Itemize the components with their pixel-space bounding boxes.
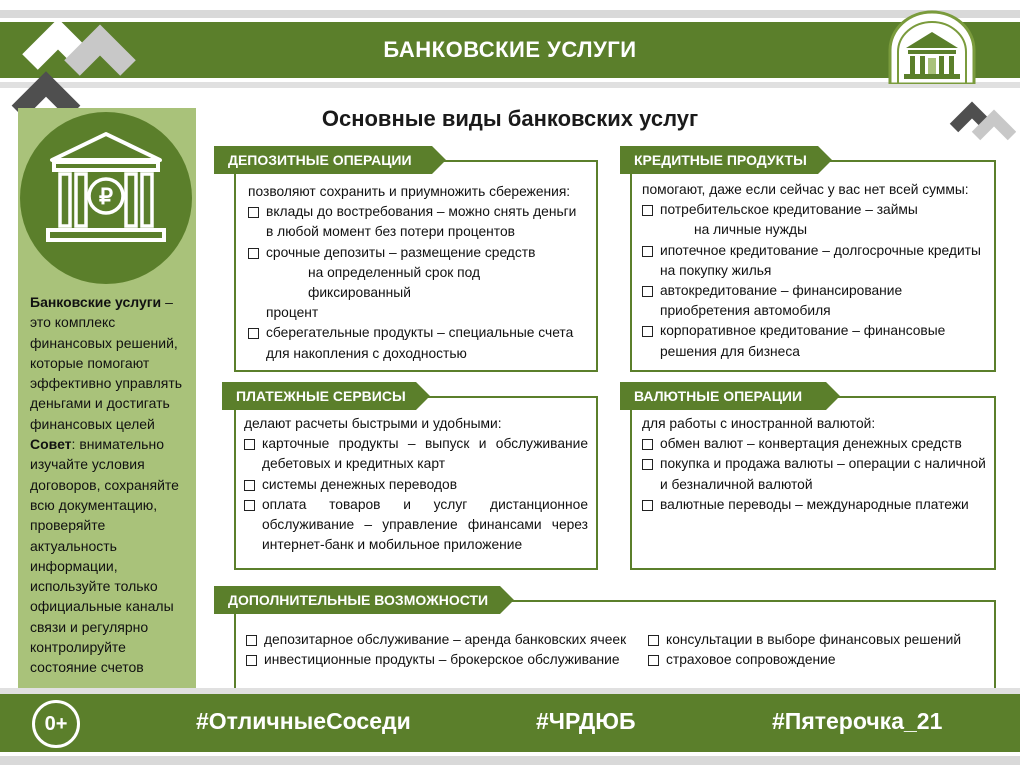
list-item: оплата товаров и услуг дистанционное обслуживание – управление финансами через интернет-банк и мобильное приложение <box>244 495 588 556</box>
sidebar-definition: – это комплекс финансовых решений, которые помогают эффективно управлять деньгами и достигать финансовых целей <box>30 294 183 432</box>
deposit-tag <box>214 146 432 174</box>
payment-title: ПЛАТЕЖНЫЕ СЕРВИСЫ <box>222 382 416 410</box>
checkbox-icon <box>642 205 653 216</box>
list-item: инвестиционные продукты – брокерское обслуживание <box>246 650 646 670</box>
currency-content <box>642 414 988 515</box>
footer-decor-bar <box>0 756 1020 765</box>
list-item: обмен валют – конвертация денежных средств <box>642 434 988 454</box>
list-item: страховое сопровождение <box>648 650 988 670</box>
checkbox-icon <box>648 655 659 666</box>
sidebar-text <box>30 292 192 678</box>
list-item: срочные депозиты – размещение средств <box>248 243 586 263</box>
list-item: покупка и продажа валюты – операции с наличной и безналичной валютой <box>642 454 988 494</box>
list-item-cont: процент <box>266 305 319 321</box>
currency-tag <box>620 382 826 410</box>
currency-title: ВАЛЮТНЫЕ ОПЕРАЦИИ <box>620 382 826 410</box>
checkbox-icon <box>248 207 259 218</box>
hashtag-neighbors: #ОтличныеСоседи <box>196 708 411 734</box>
list-item: карточные продукты – выпуск и обслуживание дебетовых и кредитных карт <box>244 434 588 474</box>
chevrons-right-decor-icon <box>946 96 1016 146</box>
extra-left-content <box>246 630 646 670</box>
checkbox-icon <box>244 480 255 491</box>
checkbox-icon <box>642 286 653 297</box>
checkbox-icon <box>246 635 257 646</box>
list-item: корпоративное кредитование – финансовые решения для бизнеса <box>642 321 988 361</box>
page-title: БАНКОВСКИЕ УСЛУГИ <box>383 37 637 62</box>
list-item: вклады до востребования – можно снять деньги в любой момент без потери процентов <box>248 202 586 242</box>
list-item: валютные переводы – международные платежи <box>642 495 988 515</box>
building-logo-icon <box>884 10 980 84</box>
checkbox-icon <box>248 328 259 339</box>
section-title: Основные виды банковских услуг <box>321 106 699 131</box>
list-item: консультации в выборе финансовых решений <box>648 630 988 650</box>
age-rating-badge: 0+ <box>32 700 80 748</box>
credit-title: КРЕДИТНЫЕ ПРОДУКТЫ <box>620 146 818 174</box>
list-item: депозитарное обслуживание – аренда банковских ячеек <box>246 630 646 650</box>
credit-intro: помогают, даже если сейчас у вас нет всей суммы: <box>642 182 969 197</box>
list-item: сберегательные продукты – специальные счета для накопления с доходностью <box>248 323 586 363</box>
list-item: потребительское кредитование – займы <box>642 200 988 220</box>
list-item-cont: на личные нужды <box>694 222 807 238</box>
extra-right-content <box>648 630 988 670</box>
checkbox-icon <box>244 439 255 450</box>
bank-icon <box>40 128 172 248</box>
extra-tag <box>214 586 500 614</box>
payment-intro: делают расчеты быстрыми и удобными: <box>244 416 502 431</box>
header-divider <box>0 82 1020 88</box>
sidebar-term: Банковские услуги <box>30 294 162 310</box>
checkbox-icon <box>244 500 255 511</box>
top-decor-bar <box>0 10 1020 18</box>
checkbox-icon <box>642 459 653 470</box>
chevrons-decor-icon <box>10 12 140 112</box>
list-item-cont: на определенный срок под фиксированный <box>308 264 481 301</box>
deposit-title: ДЕПОЗИТНЫЕ ОПЕРАЦИИ <box>214 146 432 174</box>
checkbox-icon <box>642 500 653 511</box>
hashtag-chrdyub: #ЧРДЮБ <box>536 708 636 734</box>
checkbox-icon <box>248 248 259 259</box>
list-item: автокредитование – финансирование приобретения автомобиля <box>642 281 988 321</box>
list-item: ипотечное кредитование – долгосрочные кредиты на покупку жилья <box>642 241 988 281</box>
extra-title: ДОПОЛНИТЕЛЬНЫЕ ВОЗМОЖНОСТИ <box>214 586 500 614</box>
credit-content <box>642 180 988 362</box>
checkbox-icon <box>642 246 653 257</box>
sidebar-advice-label: Совет <box>30 436 72 453</box>
currency-intro: для работы с иностранной валютой: <box>642 416 876 431</box>
checkbox-icon <box>648 635 659 646</box>
checkbox-icon <box>246 655 257 666</box>
deposit-intro: позволяют сохранить и приумножить сбережения: <box>248 184 571 199</box>
list-item: системы денежных переводов <box>244 475 588 495</box>
checkbox-icon <box>642 326 653 337</box>
hashtag-pyaterochka: #Пятерочка_21 <box>772 708 943 734</box>
payment-content <box>244 414 588 555</box>
credit-tag <box>620 146 818 174</box>
sidebar-advice: : внимательно изучайте условия договоров, сохраняйте всю документацию, проверяйте актуальность информации, используйте только официальные каналы связи и регулярно контролируйте состояние счетов <box>30 436 179 676</box>
checkbox-icon <box>642 439 653 450</box>
svg-text:₽: ₽ <box>99 184 113 209</box>
deposit-content <box>248 182 586 364</box>
payment-tag <box>222 382 416 410</box>
